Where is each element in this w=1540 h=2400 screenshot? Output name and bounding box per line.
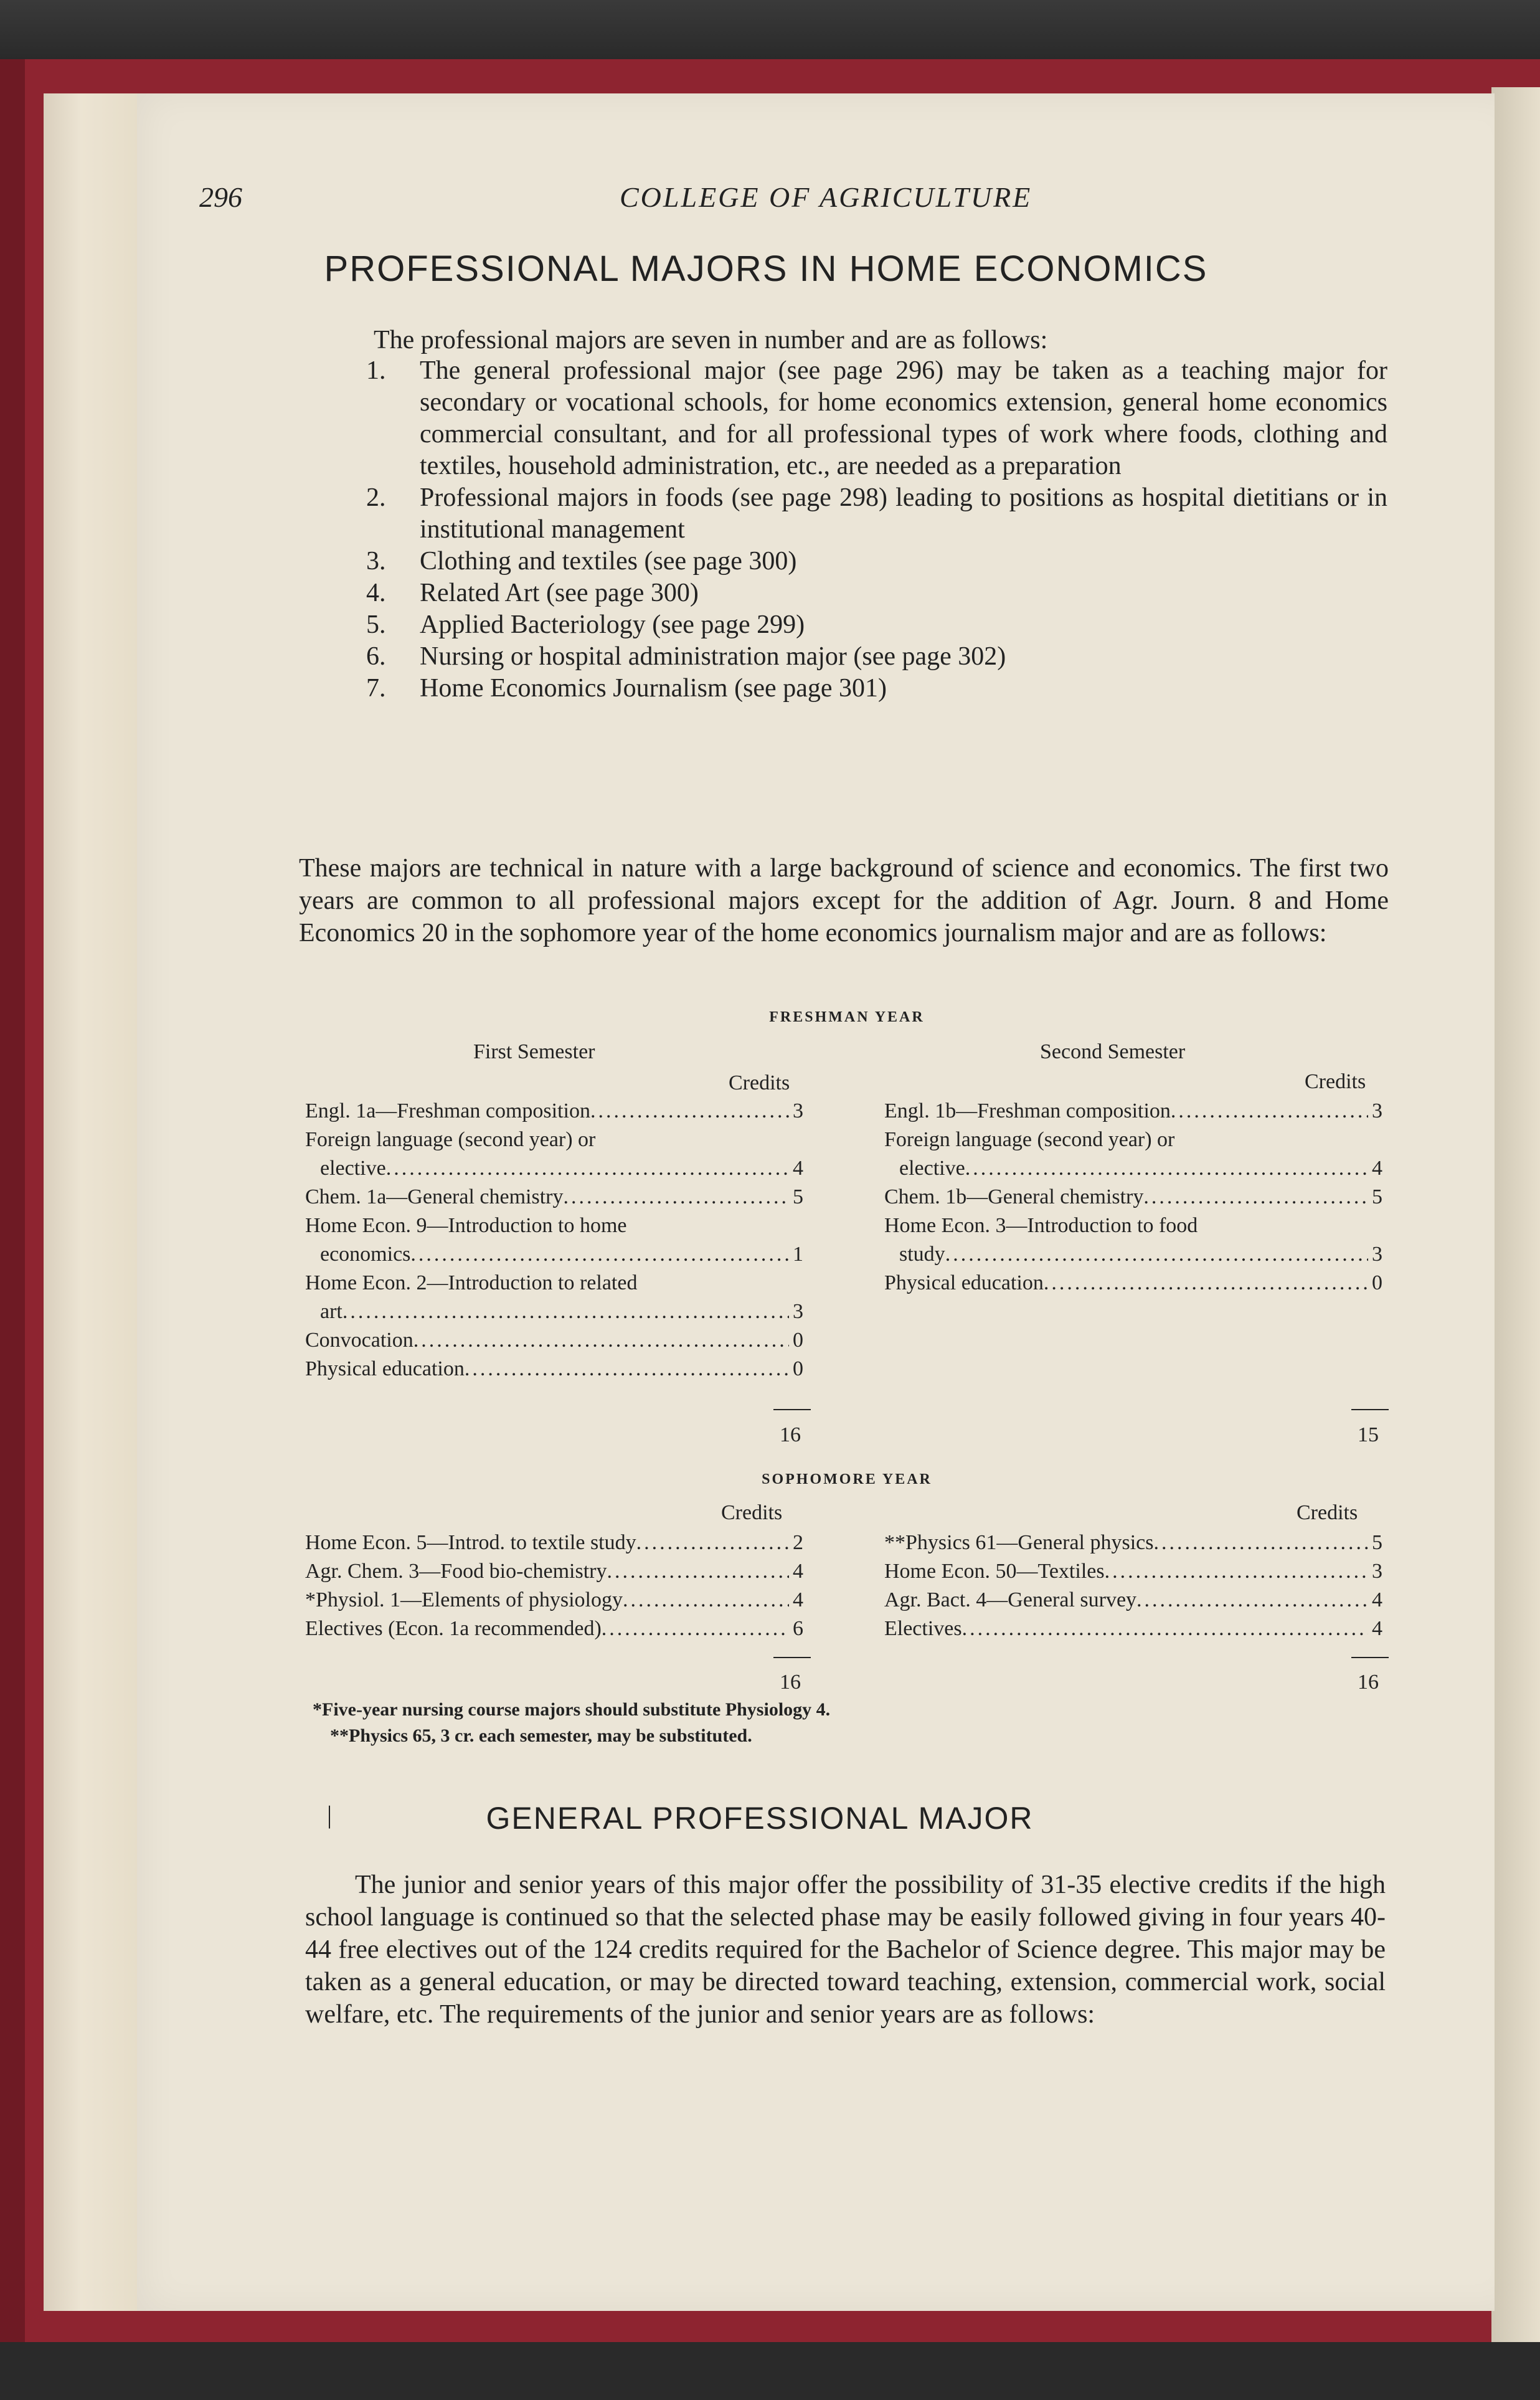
- major-text: Professional majors in foods (see page 298) leading to positions as hospital dietitians or in institutional management: [420, 483, 1387, 544]
- course-credits: 4: [1372, 1617, 1382, 1640]
- course-row: [305, 1099, 803, 1123]
- course-credits: 4: [1372, 1588, 1382, 1611]
- course-name: Engl. 1b—Freshman composition: [884, 1099, 1171, 1122]
- major-text: Related Art (see page 300): [420, 579, 699, 607]
- course-name: Agr. Bact. 4—General survey: [884, 1588, 1137, 1611]
- dot-leader: [636, 1531, 789, 1555]
- dot-leader: [623, 1588, 789, 1612]
- course-name: **Physics 61—General physics: [884, 1531, 1154, 1554]
- course-credits: 4: [793, 1157, 803, 1180]
- course-credits: 0: [793, 1357, 803, 1380]
- course-row: [884, 1531, 1382, 1555]
- course-name: *Physiol. 1—Elements of physiology: [305, 1588, 623, 1611]
- footnote-2: **Physics 65, 3 cr. each semester, may be substituted.: [330, 1725, 752, 1746]
- course-row-label: Home Econ. 3—Introduction to food: [884, 1214, 1198, 1237]
- course-name: Physical education: [884, 1271, 1044, 1294]
- dot-leader: [563, 1185, 789, 1209]
- course-credits: 2: [793, 1531, 803, 1554]
- sophomore-year-label: SOPHOMORE YEAR: [762, 1471, 932, 1487]
- course-name: Chem. 1b—General chemistry: [884, 1185, 1144, 1208]
- course-name: study: [899, 1243, 945, 1266]
- course-name: elective: [899, 1157, 965, 1180]
- freshman-year-label: FRESHMAN YEAR: [769, 1009, 925, 1025]
- sum-line: [1351, 1657, 1389, 1658]
- scan-background: [0, 0, 1540, 59]
- major-item: [366, 673, 1387, 704]
- course-credits: 6: [793, 1617, 803, 1640]
- major-number: 5.: [366, 610, 386, 639]
- course-row: [305, 1157, 803, 1180]
- course-row: [884, 1560, 1382, 1583]
- course-credits: 3: [793, 1300, 803, 1323]
- course-name: Home Econ. 5—Introd. to textile study: [305, 1531, 636, 1554]
- major-text: Nursing or hospital administration major (see page 302): [420, 642, 1006, 671]
- major-item: [366, 641, 1387, 673]
- technical-paragraph: These majors are technical in nature with a large background of science and economics. The first two years are common to all professional majors except for the addition of Agr. Journ. 8 and Home Economics 20 in the sophomore year of the home economics journalism major and are as follows:: [299, 854, 1389, 947]
- course-row-label: Foreign language (second year) or: [884, 1128, 1175, 1151]
- section-title: GENERAL PROFESSIONAL MAJOR: [486, 1801, 1034, 1836]
- course-row-label: Home Econ. 2—Introduction to related: [305, 1271, 638, 1294]
- dot-leader: [1105, 1560, 1368, 1583]
- course-credits: 4: [793, 1560, 803, 1583]
- freshman-second-total: 15: [1358, 1423, 1379, 1446]
- dot-leader: [386, 1157, 789, 1180]
- course-row: [884, 1271, 1382, 1295]
- course-credits: 3: [1372, 1243, 1382, 1266]
- major-text: Applied Bacteriology (see page 299): [420, 610, 805, 639]
- intro-text: The professional majors are seven in number and are as follows:: [374, 326, 1048, 354]
- dot-leader: [1136, 1588, 1368, 1612]
- cover-edge: [0, 59, 25, 2342]
- major-text: Clothing and textiles (see page 300): [420, 547, 797, 576]
- course-row: [884, 1185, 1382, 1209]
- course-credits: 0: [793, 1329, 803, 1352]
- course-name: art: [320, 1300, 342, 1323]
- major-text: Home Economics Journalism (see page 301): [420, 674, 887, 703]
- course-credits: 3: [793, 1099, 803, 1122]
- course-row-label: Home Econ. 9—Introduction to home: [305, 1214, 627, 1237]
- course-row: [305, 1617, 803, 1641]
- course-row: [884, 1099, 1382, 1123]
- dot-leader: [945, 1243, 1368, 1266]
- dot-leader: [1171, 1099, 1368, 1123]
- course-row-label: Foreign language (second year) or: [305, 1128, 596, 1151]
- credits-header-left: Credits: [729, 1071, 790, 1094]
- course-credits: 5: [793, 1185, 803, 1208]
- major-number: 2.: [366, 483, 386, 512]
- freshman-first-total: 16: [780, 1423, 801, 1446]
- sum-line: [1351, 1409, 1389, 1410]
- dot-leader: [410, 1243, 789, 1266]
- dot-leader: [1044, 1271, 1368, 1295]
- page-number: 296: [199, 181, 242, 213]
- major-item: [366, 482, 1387, 546]
- major-item: [366, 355, 1387, 482]
- course-row: [305, 1357, 803, 1381]
- majors-list: [366, 355, 1387, 704]
- course-row: [305, 1300, 803, 1324]
- major-number: 1.: [366, 356, 386, 385]
- dot-leader: [962, 1617, 1368, 1641]
- sophomore-credits-right: Credits: [1297, 1501, 1358, 1524]
- sophomore-credits-left: Credits: [721, 1501, 783, 1524]
- page-title: PROFESSIONAL MAJORS IN HOME ECONOMICS: [324, 249, 1208, 289]
- course-name: Physical education: [305, 1357, 465, 1380]
- course-row: [884, 1243, 1382, 1266]
- dot-leader: [1154, 1531, 1368, 1555]
- course-name: Convocation: [305, 1329, 413, 1352]
- dot-leader: [1143, 1185, 1368, 1209]
- course-row: [884, 1157, 1382, 1180]
- general-paragraph: The junior and senior years of this major offer the possibility of 31-35 elective credits if the high school language is continued so that the selected phase may be easily followed giving in four years 40-44 free electives out of the 124 credits required for the Bachelor of Science degree. This major may be taken as a general education, or may be directed toward teaching, extension, commercial work, social welfare, etc. The requirements of the junior and senior years are as follows:: [305, 1871, 1386, 2029]
- course-credits: 4: [1372, 1157, 1382, 1180]
- course-credits: 0: [1372, 1271, 1382, 1294]
- course-name: Home Econ. 50—Textiles: [884, 1560, 1105, 1583]
- dot-leader: [465, 1357, 789, 1381]
- second-semester-heading: Second Semester: [1040, 1040, 1186, 1063]
- course-row: [305, 1243, 803, 1266]
- footnote-1: *Five-year nursing course majors should substitute Physiology 4.: [313, 1699, 831, 1720]
- dot-leader: [965, 1157, 1368, 1180]
- major-number: 3.: [366, 547, 386, 576]
- major-text: The general professional major (see page 296) may be taken as a teaching major for secondary or vocational schools, for home economics extension, general home economics commercial consultant, and for all professional types of work where foods, clothing and textiles, household administration, etc., are needed as a preparation: [420, 356, 1387, 480]
- major-item: [366, 546, 1387, 577]
- major-number: 6.: [366, 642, 386, 671]
- sophomore-right-total: 16: [1358, 1671, 1379, 1694]
- course-credits: 5: [1372, 1185, 1382, 1208]
- course-row: [884, 1588, 1382, 1612]
- first-semester-heading: First Semester: [473, 1040, 595, 1063]
- major-number: 7.: [366, 674, 386, 703]
- page-stack-edge: [44, 93, 137, 2311]
- course-row: [305, 1588, 803, 1612]
- dot-leader: [590, 1099, 789, 1123]
- dot-leader: [602, 1617, 789, 1641]
- course-name: Engl. 1a—Freshman composition: [305, 1099, 591, 1122]
- major-item: [366, 577, 1387, 609]
- course-name: Agr. Chem. 3—Food bio-chemistry: [305, 1560, 607, 1583]
- dot-leader: [413, 1329, 789, 1352]
- major-number: 4.: [366, 579, 386, 607]
- course-name: economics: [320, 1243, 411, 1266]
- course-row: [305, 1560, 803, 1583]
- course-name: Electives: [884, 1617, 962, 1640]
- course-name: Chem. 1a—General chemistry: [305, 1185, 564, 1208]
- sum-line: [773, 1409, 811, 1410]
- dot-leader: [342, 1300, 789, 1324]
- course-row: [884, 1617, 1382, 1641]
- course-row: [305, 1185, 803, 1209]
- sophomore-left-total: 16: [780, 1671, 801, 1694]
- running-title: COLLEGE OF AGRICULTURE: [620, 181, 1032, 213]
- course-credits: 4: [793, 1588, 803, 1611]
- course-name: elective: [320, 1157, 386, 1180]
- course-row: [305, 1531, 803, 1555]
- course-credits: 3: [1372, 1560, 1382, 1583]
- dot-leader: [607, 1560, 789, 1583]
- facing-page-edge: [1491, 87, 1540, 2342]
- sum-line: [773, 1657, 811, 1658]
- credits-header-right: Credits: [1305, 1070, 1366, 1093]
- scan-background-bottom: [0, 2342, 1540, 2400]
- course-row: [305, 1329, 803, 1352]
- major-item: [366, 609, 1387, 641]
- course-credits: 5: [1372, 1531, 1382, 1554]
- margin-mark: |: [327, 1801, 333, 1829]
- course-name: Electives (Econ. 1a recommended): [305, 1617, 602, 1640]
- course-credits: 1: [793, 1243, 803, 1266]
- course-credits: 3: [1372, 1099, 1382, 1122]
